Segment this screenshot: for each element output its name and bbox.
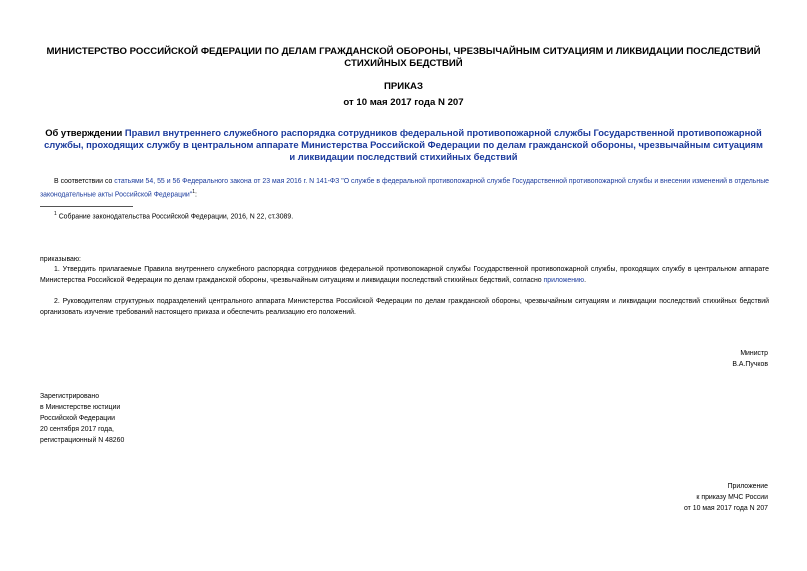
document-title: [40, 127, 767, 163]
document-type: ПРИКАЗ: [384, 81, 423, 92]
item-1-text: 1. Утвердить прилагаемые Правила внутреннего служебного распорядка сотрудников федеральной противопожарной службы Государственной противопожарной службы, проходящих службу в центральном аппарате Министерства Российской Федерации по делам гражданской обороны, чрезвычайным ситуациям и ликвидации последствий стихийных бедствий, согласно: [40, 266, 769, 284]
footnote-mark: 1: [192, 189, 196, 195]
registration-line: в Министерстве юстиции: [40, 404, 121, 411]
title-prefix: Об утверждении: [45, 127, 125, 138]
ministry-header: МИНИСТЕРСТВО РОССИЙСКОЙ ФЕДЕРАЦИИ ПО ДЕЛАМ ГРАЖДАНСКОЙ ОБОРОНЫ, ЧРЕЗВЫЧАЙНЫМ СИТУАЦИЯМ И ЛИКВИДАЦИИ ПОСЛЕДСТВИЙ СТИХИЙНЫХ БЕДСТВИЙ: [46, 46, 761, 69]
footnote-text: Собрание законодательства Российской Федерации, 2016, N 22, ст.3089.: [56, 213, 294, 221]
preamble-text: В соответствии со: [54, 178, 115, 185]
registration-block: [40, 391, 124, 446]
federal-law-link[interactable]: статьями 54, 55 и 56 Федерального закона от 23 мая 2016 г. N 141-ФЗ "О службе в федеральной противопожарной службе Государственной противопожарной службы и внесении изменений в отдельные законодательные акты Российской Федерации": [40, 178, 769, 199]
appendix-line: от 10 мая 2017 года N 207: [684, 505, 768, 512]
item-1-suffix: .: [584, 277, 586, 284]
item-1-paragraph: [40, 264, 769, 286]
rules-link[interactable]: Правил внутреннего служебного распорядка сотрудников федеральной противопожарной службы Государственной противопожарной службы, проходящих службу в центральном аппарате Министерства Российской Федерации по делам гражданской обороны, чрезвычайным ситуациям и ликвидации последствий стихийных бедствий: [44, 127, 763, 162]
preamble-paragraph: [40, 176, 769, 200]
footnote-divider: [40, 206, 133, 207]
item-2-paragraph: 2. Руководителям структурных подразделений центрального аппарата Министерства Российской Федерации по делам гражданской обороны, чрезвычайным ситуациям и ликвидации последствий стихийных бедствий организовать изучение требований настоящего приказа и обеспечить реализацию его положений.: [40, 298, 769, 316]
footnote: [54, 211, 293, 220]
registration-line: Российской Федерации: [40, 415, 115, 422]
signature-name: В.А.Пучков: [732, 361, 768, 368]
appendix-line: к приказу МЧС России: [696, 494, 768, 501]
appendix-line: Приложение: [727, 483, 768, 490]
ordered-label: приказываю:: [40, 256, 81, 263]
registration-line: Зарегистрировано: [40, 393, 100, 400]
appendix-header: [684, 481, 768, 514]
registration-line: регистрационный N 48260: [40, 437, 125, 444]
document-date: от 10 мая 2017 года N 207: [343, 97, 464, 108]
registration-line: 20 сентября 2017 года,: [40, 426, 114, 433]
footnote-number: 1: [54, 211, 57, 217]
signature-position: Министр: [740, 350, 768, 357]
preamble-suffix: :: [195, 191, 197, 199]
signature-block: [732, 348, 768, 370]
appendix-link[interactable]: приложению: [543, 277, 585, 284]
